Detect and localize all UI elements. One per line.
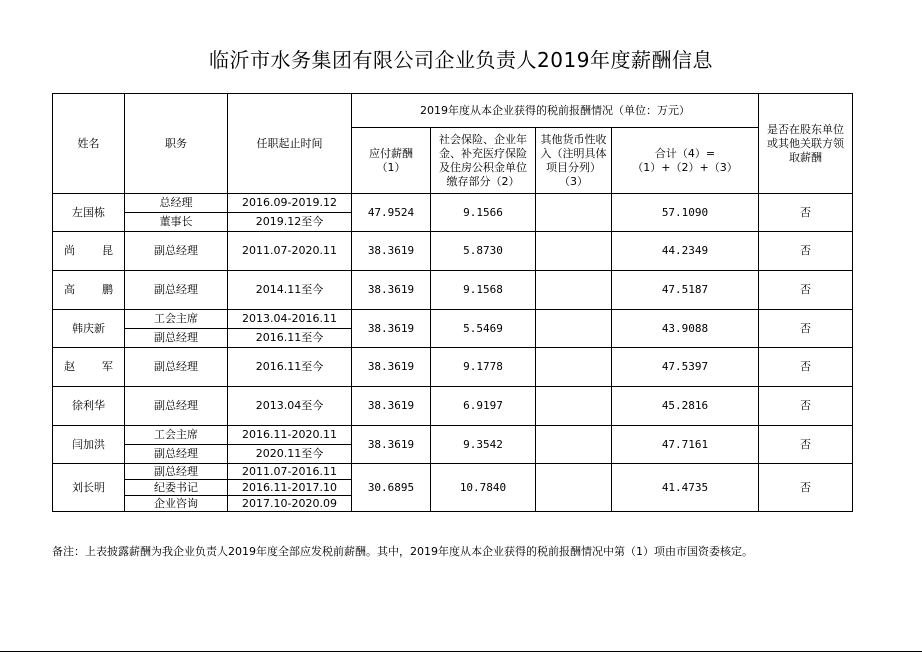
position-cell: 纪委书记 bbox=[125, 480, 228, 496]
footnote: 备注：上表披露薪酬为我企业负责人2019年度全部应发税前薪酬。其中，2019年度从本企业获得的税前报酬情况中第（1）项由市国资委核定。 bbox=[52, 545, 753, 558]
other-income-cell bbox=[536, 310, 612, 348]
header-total: 合计（4）=（1）+（2）+（3） bbox=[612, 128, 759, 194]
shareholder-cell: 否 bbox=[759, 194, 853, 232]
table-row bbox=[53, 271, 853, 310]
header-salary: 应付薪酬（1） bbox=[352, 128, 431, 194]
shareholder-cell: 否 bbox=[759, 310, 853, 348]
table-row bbox=[53, 194, 853, 213]
table-row bbox=[53, 464, 853, 480]
header-shareholder: 是否在股东单位或其他关联方领取薪酬 bbox=[759, 94, 853, 194]
total-cell: 41.4735 bbox=[612, 464, 759, 512]
salary-cell: 30.6895 bbox=[352, 464, 431, 512]
salary-cell: 38.3619 bbox=[352, 310, 431, 348]
insurance-cell: 9.3542 bbox=[431, 426, 536, 464]
position-cell: 副总经理 bbox=[125, 445, 228, 464]
salary-cell: 38.3619 bbox=[352, 387, 431, 426]
other-income-cell bbox=[536, 232, 612, 271]
shareholder-cell: 否 bbox=[759, 464, 853, 512]
salary-cell: 38.3619 bbox=[352, 271, 431, 310]
position-cell: 董事长 bbox=[125, 213, 228, 232]
other-income-cell bbox=[536, 348, 612, 387]
period-cell: 2016.11至今 bbox=[228, 329, 352, 348]
page-bottom-border bbox=[0, 651, 922, 652]
insurance-cell: 10.7840 bbox=[431, 464, 536, 512]
position-cell: 总经理 bbox=[125, 194, 228, 213]
person-name: 韩庆新 bbox=[53, 310, 125, 348]
salary-cell: 38.3619 bbox=[352, 232, 431, 271]
period-cell: 2016.09-2019.12 bbox=[228, 194, 352, 213]
insurance-cell: 5.8730 bbox=[431, 232, 536, 271]
period-cell: 2020.11至今 bbox=[228, 445, 352, 464]
person-name: 左国栋 bbox=[53, 194, 125, 232]
position-cell: 副总经理 bbox=[125, 271, 228, 310]
position-cell: 副总经理 bbox=[125, 387, 228, 426]
table-row bbox=[53, 348, 853, 387]
total-cell: 45.2816 bbox=[612, 387, 759, 426]
table-row bbox=[53, 387, 853, 426]
total-cell: 47.5187 bbox=[612, 271, 759, 310]
insurance-cell: 9.1778 bbox=[431, 348, 536, 387]
salary-table bbox=[52, 93, 853, 512]
shareholder-cell: 否 bbox=[759, 426, 853, 464]
position-cell: 副总经理 bbox=[125, 464, 228, 480]
other-income-cell bbox=[536, 387, 612, 426]
period-cell: 2011.07-2016.11 bbox=[228, 464, 352, 480]
salary-cell: 38.3619 bbox=[352, 426, 431, 464]
period-cell: 2013.04-2016.11 bbox=[228, 310, 352, 329]
person-name: 高 鹏 bbox=[53, 271, 125, 310]
total-cell: 44.2349 bbox=[612, 232, 759, 271]
header-income-group: 2019年度从本企业获得的税前报酬情况（单位：万元） bbox=[352, 94, 759, 128]
page-title: 临沂市水务集团有限公司企业负责人2019年度薪酬信息 bbox=[209, 48, 713, 72]
period-cell: 2014.11至今 bbox=[228, 271, 352, 310]
salary-cell: 38.3619 bbox=[352, 348, 431, 387]
period-cell: 2011.07-2020.11 bbox=[228, 232, 352, 271]
table-row bbox=[53, 232, 853, 271]
period-cell: 2017.10-2020.09 bbox=[228, 496, 352, 512]
table-row bbox=[53, 310, 853, 329]
insurance-cell: 9.1566 bbox=[431, 194, 536, 232]
other-income-cell bbox=[536, 194, 612, 232]
header-other: 其他货币性收入（注明具体项目分列）（3） bbox=[536, 128, 612, 194]
shareholder-cell: 否 bbox=[759, 271, 853, 310]
shareholder-cell: 否 bbox=[759, 387, 853, 426]
position-cell: 企业咨询 bbox=[125, 496, 228, 512]
period-cell: 2013.04至今 bbox=[228, 387, 352, 426]
header-insurance: 社会保险、企业年金、补充医疗保险及住房公积金单位缴存部分（2） bbox=[431, 128, 536, 194]
person-name: 刘长明 bbox=[53, 464, 125, 512]
period-cell: 2016.11-2020.11 bbox=[228, 426, 352, 445]
position-cell: 副总经理 bbox=[125, 329, 228, 348]
total-cell: 47.7161 bbox=[612, 426, 759, 464]
period-cell: 2016.11-2017.10 bbox=[228, 480, 352, 496]
total-cell: 57.1090 bbox=[612, 194, 759, 232]
person-name: 赵 军 bbox=[53, 348, 125, 387]
shareholder-cell: 否 bbox=[759, 232, 853, 271]
header-name: 姓名 bbox=[53, 94, 125, 194]
position-cell: 副总经理 bbox=[125, 232, 228, 271]
insurance-cell: 9.1568 bbox=[431, 271, 536, 310]
other-income-cell bbox=[536, 271, 612, 310]
person-name: 徐利华 bbox=[53, 387, 125, 426]
position-cell: 工会主席 bbox=[125, 426, 228, 445]
person-name: 闫加洪 bbox=[53, 426, 125, 464]
period-cell: 2019.12至今 bbox=[228, 213, 352, 232]
other-income-cell bbox=[536, 426, 612, 464]
total-cell: 43.9088 bbox=[612, 310, 759, 348]
period-cell: 2016.11至今 bbox=[228, 348, 352, 387]
header-period: 任职起止时间 bbox=[228, 94, 352, 194]
person-name: 尚 昆 bbox=[53, 232, 125, 271]
header-position: 职务 bbox=[125, 94, 228, 194]
shareholder-cell: 否 bbox=[759, 348, 853, 387]
table-row bbox=[53, 426, 853, 445]
total-cell: 47.5397 bbox=[612, 348, 759, 387]
insurance-cell: 5.5469 bbox=[431, 310, 536, 348]
insurance-cell: 6.9197 bbox=[431, 387, 536, 426]
position-cell: 副总经理 bbox=[125, 348, 228, 387]
position-cell: 工会主席 bbox=[125, 310, 228, 329]
other-income-cell bbox=[536, 464, 612, 512]
salary-cell: 47.9524 bbox=[352, 194, 431, 232]
